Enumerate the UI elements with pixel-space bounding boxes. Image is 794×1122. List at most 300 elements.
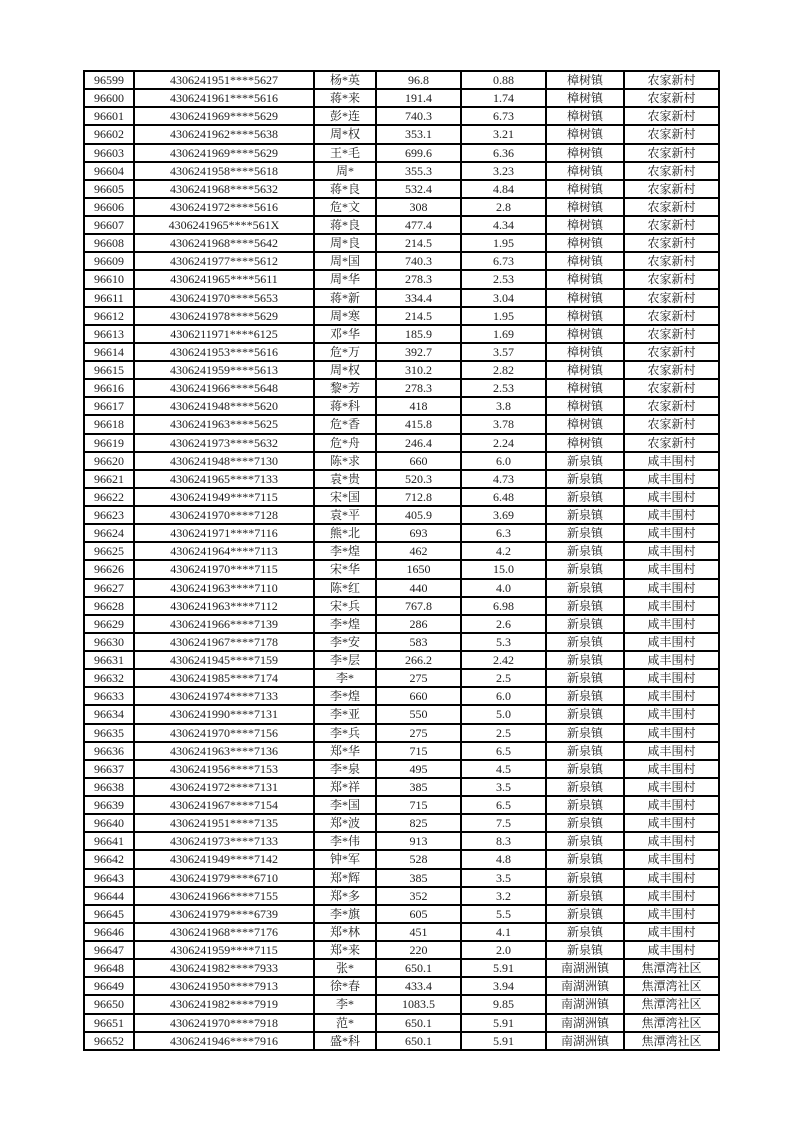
cell-township: 新泉镇 [546,796,624,814]
cell-village: 咸丰围村 [624,524,719,542]
cell-seq: 96615 [84,361,134,379]
cell-amount-2: 2.24 [461,434,546,452]
cell-village: 农家新村 [624,162,719,180]
cell-amount-2: 2.42 [461,651,546,669]
cell-amount-1: 650.1 [376,959,461,977]
table-row [84,850,719,868]
cell-masked-name: 周*良 [314,234,376,252]
cell-masked-name: 杨*英 [314,71,376,89]
cell-township: 樟树镇 [546,434,624,452]
cell-township: 樟树镇 [546,325,624,343]
cell-amount-2: 3.69 [461,506,546,524]
cell-masked-name: 李*泉 [314,760,376,778]
cell-masked-name: 危*万 [314,343,376,361]
cell-amount-2: 6.0 [461,687,546,705]
cell-village: 咸丰围村 [624,905,719,923]
cell-village: 咸丰围村 [624,705,719,723]
table-row [84,1032,719,1050]
cell-amount-2: 4.73 [461,470,546,488]
cell-township: 樟树镇 [546,397,624,415]
cell-masked-name: 徐*春 [314,977,376,995]
cell-masked-name: 周*华 [314,270,376,288]
cell-masked-id: 4306241948****5620 [134,397,314,415]
cell-masked-name: 陈*求 [314,452,376,470]
cell-seq: 96604 [84,162,134,180]
cell-village: 农家新村 [624,289,719,307]
cell-amount-1: 528 [376,850,461,868]
cell-amount-2: 3.23 [461,162,546,180]
cell-village: 农家新村 [624,307,719,325]
cell-seq: 96625 [84,542,134,560]
cell-amount-1: 355.3 [376,162,461,180]
cell-masked-name: 周*权 [314,361,376,379]
cell-amount-1: 451 [376,923,461,941]
cell-seq: 96628 [84,597,134,615]
cell-masked-name: 李*亚 [314,705,376,723]
cell-seq: 96634 [84,705,134,723]
table-row [84,651,719,669]
cell-seq: 96646 [84,923,134,941]
cell-township: 新泉镇 [546,669,624,687]
cell-amount-1: 415.8 [376,415,461,433]
cell-masked-name: 蒋*良 [314,180,376,198]
cell-masked-id: 4306241970****7156 [134,724,314,742]
table-row [84,289,719,307]
table-row [84,343,719,361]
cell-amount-2: 1.69 [461,325,546,343]
table-row [84,198,719,216]
cell-amount-1: 1650 [376,560,461,578]
cell-masked-id: 4306241965****561X [134,216,314,234]
cell-township: 新泉镇 [546,651,624,669]
cell-masked-id: 4306241977****5612 [134,252,314,270]
cell-amount-1: 275 [376,669,461,687]
cell-amount-1: 392.7 [376,343,461,361]
table-row [84,923,719,941]
cell-masked-id: 4306241966****7155 [134,887,314,905]
cell-masked-name: 蒋*良 [314,216,376,234]
cell-township: 樟树镇 [546,107,624,125]
cell-amount-1: 433.4 [376,977,461,995]
cell-amount-1: 353.1 [376,125,461,143]
table-row [84,687,719,705]
cell-village: 农家新村 [624,325,719,343]
cell-township: 南湖洲镇 [546,1014,624,1032]
cell-masked-id: 4306241945****7159 [134,651,314,669]
table-row [84,162,719,180]
cell-masked-id: 4306241949****7115 [134,488,314,506]
cell-amount-1: 699.6 [376,144,461,162]
cell-masked-name: 李*煌 [314,615,376,633]
cell-masked-id: 4306241959****7115 [134,941,314,959]
cell-masked-id: 4306241965****5611 [134,270,314,288]
cell-masked-id: 4306241972****5616 [134,198,314,216]
cell-amount-2: 1.74 [461,89,546,107]
cell-amount-1: 532.4 [376,180,461,198]
cell-village: 农家新村 [624,89,719,107]
cell-seq: 96601 [84,107,134,125]
cell-seq: 96633 [84,687,134,705]
cell-township: 樟树镇 [546,71,624,89]
cell-seq: 96630 [84,633,134,651]
cell-village: 农家新村 [624,234,719,252]
table-row [84,941,719,959]
cell-village: 咸丰围村 [624,506,719,524]
table-row [84,869,719,887]
cell-township: 樟树镇 [546,180,624,198]
cell-township: 新泉镇 [546,687,624,705]
cell-village: 咸丰围村 [624,814,719,832]
cell-masked-name: 李*旗 [314,905,376,923]
cell-amount-2: 3.78 [461,415,546,433]
cell-seq: 96637 [84,760,134,778]
table-row [84,724,719,742]
cell-village: 农家新村 [624,144,719,162]
cell-masked-name: 范* [314,1014,376,1032]
cell-masked-name: 钟*军 [314,850,376,868]
cell-amount-1: 214.5 [376,307,461,325]
cell-amount-1: 495 [376,760,461,778]
cell-masked-id: 4306241990****7131 [134,705,314,723]
table-row [84,615,719,633]
cell-masked-name: 李* [314,669,376,687]
cell-amount-2: 5.0 [461,705,546,723]
cell-amount-2: 8.3 [461,832,546,850]
cell-village: 焦潭湾社区 [624,1014,719,1032]
cell-amount-2: 5.5 [461,905,546,923]
cell-seq: 96636 [84,742,134,760]
cell-masked-id: 4306241956****7153 [134,760,314,778]
cell-masked-id: 4306241951****5627 [134,71,314,89]
cell-amount-1: 308 [376,198,461,216]
table-row [84,216,719,234]
cell-amount-2: 5.91 [461,1014,546,1032]
cell-village: 咸丰围村 [624,615,719,633]
cell-masked-name: 袁*贵 [314,470,376,488]
cell-masked-id: 4306241968****5632 [134,180,314,198]
cell-amount-2: 3.57 [461,343,546,361]
cell-masked-id: 4306241948****7130 [134,452,314,470]
cell-masked-id: 4306241974****7133 [134,687,314,705]
cell-amount-1: 1083.5 [376,995,461,1013]
cell-township: 樟树镇 [546,234,624,252]
cell-seq: 96624 [84,524,134,542]
cell-seq: 96639 [84,796,134,814]
cell-seq: 96603 [84,144,134,162]
cell-masked-name: 周*权 [314,125,376,143]
cell-township: 樟树镇 [546,307,624,325]
cell-township: 新泉镇 [546,560,624,578]
cell-masked-name: 蒋*来 [314,89,376,107]
cell-amount-2: 3.21 [461,125,546,143]
cell-seq: 96620 [84,452,134,470]
cell-masked-name: 蒋*科 [314,397,376,415]
cell-township: 新泉镇 [546,705,624,723]
cell-amount-2: 6.48 [461,488,546,506]
cell-township: 樟树镇 [546,379,624,397]
cell-seq: 96609 [84,252,134,270]
cell-amount-1: 462 [376,542,461,560]
cell-amount-2: 3.5 [461,869,546,887]
cell-seq: 96618 [84,415,134,433]
cell-township: 樟树镇 [546,198,624,216]
cell-township: 新泉镇 [546,941,624,959]
cell-village: 农家新村 [624,361,719,379]
cell-masked-id: 4306241973****5632 [134,434,314,452]
cell-seq: 96602 [84,125,134,143]
cell-township: 樟树镇 [546,270,624,288]
cell-amount-2: 1.95 [461,234,546,252]
cell-seq: 96606 [84,198,134,216]
cell-township: 新泉镇 [546,452,624,470]
cell-masked-name: 郑*祥 [314,778,376,796]
cell-seq: 96622 [84,488,134,506]
table-row [84,579,719,597]
cell-masked-name: 熊*北 [314,524,376,542]
cell-masked-name: 彭*连 [314,107,376,125]
cell-masked-id: 4306241963****7136 [134,742,314,760]
cell-amount-1: 266.2 [376,651,461,669]
cell-amount-1: 650.1 [376,1032,461,1050]
cell-village: 咸丰围村 [624,941,719,959]
table-row [84,89,719,107]
cell-township: 樟树镇 [546,343,624,361]
cell-village: 咸丰围村 [624,796,719,814]
cell-masked-name: 郑*辉 [314,869,376,887]
cell-village: 咸丰围村 [624,760,719,778]
cell-township: 新泉镇 [546,887,624,905]
cell-amount-2: 4.1 [461,923,546,941]
cell-amount-2: 5.3 [461,633,546,651]
table-row [84,977,719,995]
cell-masked-id: 4306241964****7113 [134,542,314,560]
cell-amount-2: 4.5 [461,760,546,778]
table-row [84,959,719,977]
table-row [84,397,719,415]
table-row [84,361,719,379]
table-row [84,325,719,343]
cell-masked-id: 4306241968****7176 [134,923,314,941]
cell-village: 焦潭湾社区 [624,1032,719,1050]
cell-amount-1: 712.8 [376,488,461,506]
cell-masked-name: 王*毛 [314,144,376,162]
records-table [83,70,720,1051]
cell-township: 新泉镇 [546,742,624,760]
cell-amount-1: 334.4 [376,289,461,307]
cell-masked-id: 4306211971****6125 [134,325,314,343]
cell-amount-2: 4.84 [461,180,546,198]
cell-amount-2: 6.36 [461,144,546,162]
table-row [84,669,719,687]
cell-masked-name: 黎*芳 [314,379,376,397]
cell-masked-name: 李*煌 [314,542,376,560]
cell-seq: 96600 [84,89,134,107]
cell-amount-2: 6.73 [461,107,546,125]
cell-township: 新泉镇 [546,597,624,615]
cell-seq: 96627 [84,579,134,597]
cell-village: 咸丰围村 [624,923,719,941]
cell-township: 樟树镇 [546,289,624,307]
table-row [84,597,719,615]
cell-seq: 96610 [84,270,134,288]
cell-amount-2: 2.5 [461,669,546,687]
cell-amount-1: 715 [376,796,461,814]
cell-masked-id: 4306241965****7133 [134,470,314,488]
cell-village: 咸丰围村 [624,869,719,887]
cell-amount-1: 550 [376,705,461,723]
cell-township: 樟树镇 [546,162,624,180]
cell-amount-1: 352 [376,887,461,905]
cell-village: 农家新村 [624,198,719,216]
table-row [84,633,719,651]
cell-village: 咸丰围村 [624,542,719,560]
cell-township: 新泉镇 [546,905,624,923]
table-row [84,542,719,560]
cell-seq: 96641 [84,832,134,850]
cell-township: 新泉镇 [546,869,624,887]
cell-seq: 96650 [84,995,134,1013]
cell-masked-id: 4306241958****5618 [134,162,314,180]
cell-masked-id: 4306241967****7154 [134,796,314,814]
cell-amount-2: 5.91 [461,959,546,977]
cell-masked-id: 4306241946****7916 [134,1032,314,1050]
cell-seq: 96608 [84,234,134,252]
cell-township: 新泉镇 [546,633,624,651]
cell-village: 咸丰围村 [624,452,719,470]
cell-masked-id: 4306241951****7135 [134,814,314,832]
cell-amount-1: 767.8 [376,597,461,615]
cell-village: 咸丰围村 [624,669,719,687]
table-row [84,415,719,433]
cell-amount-1: 246.4 [376,434,461,452]
cell-seq: 96605 [84,180,134,198]
cell-amount-1: 605 [376,905,461,923]
cell-amount-2: 3.8 [461,397,546,415]
cell-amount-2: 0.88 [461,71,546,89]
cell-masked-id: 4306241970****7128 [134,506,314,524]
cell-township: 新泉镇 [546,506,624,524]
cell-township: 南湖洲镇 [546,1032,624,1050]
table-row [84,814,719,832]
cell-masked-id: 4306241959****5613 [134,361,314,379]
cell-township: 新泉镇 [546,488,624,506]
cell-amount-2: 4.0 [461,579,546,597]
table-row [84,524,719,542]
cell-township: 南湖洲镇 [546,995,624,1013]
cell-seq: 96621 [84,470,134,488]
cell-amount-1: 214.5 [376,234,461,252]
cell-seq: 96644 [84,887,134,905]
cell-township: 樟树镇 [546,144,624,162]
cell-masked-name: 宋*国 [314,488,376,506]
cell-village: 咸丰围村 [624,724,719,742]
cell-seq: 96631 [84,651,134,669]
cell-village: 焦潭湾社区 [624,959,719,977]
cell-masked-name: 周* [314,162,376,180]
table-row [84,778,719,796]
cell-masked-name: 李* [314,995,376,1013]
cell-township: 樟树镇 [546,415,624,433]
cell-amount-1: 660 [376,687,461,705]
cell-masked-name: 盛*科 [314,1032,376,1050]
cell-township: 樟树镇 [546,252,624,270]
cell-township: 新泉镇 [546,542,624,560]
cell-masked-name: 李*兵 [314,724,376,742]
cell-amount-1: 583 [376,633,461,651]
cell-township: 新泉镇 [546,579,624,597]
cell-seq: 96617 [84,397,134,415]
cell-seq: 96651 [84,1014,134,1032]
table-row [84,470,719,488]
cell-amount-1: 278.3 [376,270,461,288]
cell-amount-2: 1.95 [461,307,546,325]
cell-amount-1: 286 [376,615,461,633]
table-row [84,71,719,89]
cell-seq: 96645 [84,905,134,923]
cell-village: 咸丰围村 [624,579,719,597]
cell-village: 农家新村 [624,397,719,415]
cell-seq: 96640 [84,814,134,832]
cell-amount-2: 2.53 [461,379,546,397]
cell-masked-name: 陈*红 [314,579,376,597]
cell-masked-name: 袁*平 [314,506,376,524]
cell-amount-1: 310.2 [376,361,461,379]
cell-masked-name: 周*寒 [314,307,376,325]
cell-township: 新泉镇 [546,832,624,850]
cell-seq: 96607 [84,216,134,234]
cell-masked-name: 危*文 [314,198,376,216]
cell-village: 咸丰围村 [624,850,719,868]
cell-amount-2: 6.3 [461,524,546,542]
table-row [84,107,719,125]
table-row [84,905,719,923]
cell-seq: 96648 [84,959,134,977]
cell-seq: 96638 [84,778,134,796]
cell-village: 农家新村 [624,343,719,361]
cell-township: 新泉镇 [546,850,624,868]
cell-amount-1: 825 [376,814,461,832]
cell-masked-name: 宋*兵 [314,597,376,615]
cell-village: 咸丰围村 [624,687,719,705]
cell-masked-id: 4306241972****7131 [134,778,314,796]
cell-township: 樟树镇 [546,216,624,234]
table-row [84,832,719,850]
cell-masked-name: 郑*波 [314,814,376,832]
cell-village: 农家新村 [624,415,719,433]
cell-amount-1: 693 [376,524,461,542]
cell-amount-1: 278.3 [376,379,461,397]
cell-amount-2: 6.98 [461,597,546,615]
cell-amount-2: 2.5 [461,724,546,742]
table-row [84,144,719,162]
table-row [84,705,719,723]
cell-seq: 96614 [84,343,134,361]
cell-township: 新泉镇 [546,814,624,832]
cell-village: 农家新村 [624,125,719,143]
cell-seq: 96649 [84,977,134,995]
cell-masked-id: 4306241963****5625 [134,415,314,433]
cell-amount-1: 477.4 [376,216,461,234]
cell-village: 咸丰围村 [624,633,719,651]
cell-amount-2: 4.2 [461,542,546,560]
cell-amount-1: 650.1 [376,1014,461,1032]
cell-amount-1: 385 [376,869,461,887]
cell-amount-2: 5.91 [461,1032,546,1050]
cell-village: 农家新村 [624,216,719,234]
cell-seq: 96643 [84,869,134,887]
cell-village: 咸丰围村 [624,742,719,760]
cell-village: 农家新村 [624,270,719,288]
